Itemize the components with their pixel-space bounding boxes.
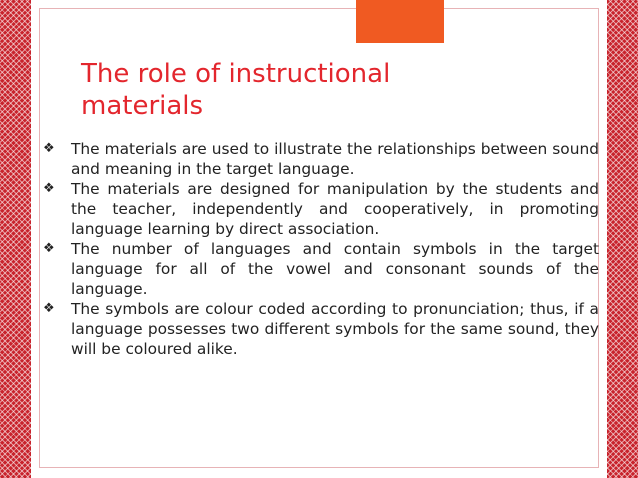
bullet-text: The materials are used to illustrate the relationships between sound and meaning in the target language. [71, 140, 599, 178]
bullet-text: The symbols are colour coded according to pronunciation; thus, if a language possesses two different symbols for the same sound, they will be coloured alike. [71, 300, 599, 358]
slide-content-panel [31, 0, 607, 478]
bullet-list [43, 139, 599, 359]
diamond-bullet-icon: ❖ [43, 141, 55, 156]
orange-accent-box [356, 0, 444, 43]
diamond-bullet-icon: ❖ [43, 181, 55, 196]
bullet-item [43, 299, 599, 359]
bullet-item [43, 239, 599, 299]
diamond-bullet-icon: ❖ [43, 241, 55, 256]
bullet-text: The materials are designed for manipulation by the students and the teacher, independently and cooperatively, in promoting language learning by direct association. [71, 180, 599, 238]
bullet-item [43, 179, 599, 239]
bullet-text: The number of languages and contain symbols in the target language for all of the vowel and consonant sounds of the language. [71, 240, 599, 298]
bullet-item [43, 139, 599, 179]
diamond-bullet-icon: ❖ [43, 301, 55, 316]
slide-title: The role of instructional materials [81, 59, 391, 121]
